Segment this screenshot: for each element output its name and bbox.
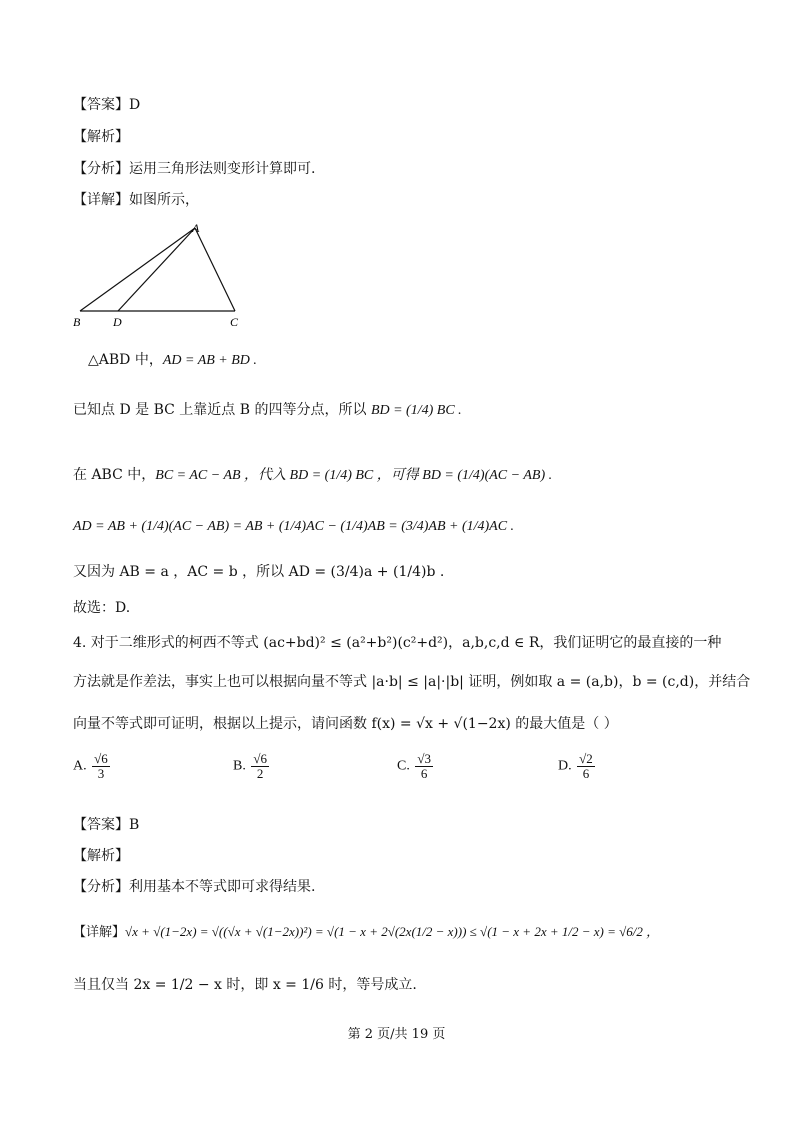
q4-stem-1: 4. 对于二维形式的柯西不等式 (ac+bd)² ≤ (a²+b²)(c²+d²)，a,b,c,d ∈ R，我们证明它的最直接的一种 [73, 635, 722, 651]
step-1 [88, 350, 257, 371]
numerator: √6 [253, 751, 267, 766]
option-a[interactable] [73, 752, 112, 781]
numerator: √3 [417, 751, 431, 766]
analysis-label: 【解析】 [73, 129, 129, 145]
option-letter: B. [233, 758, 246, 774]
step-3-eq: BC = AC − AB ，代入 BD = (1/4) BC ，可得 BD = (1/4)(AC − AB) . [155, 468, 553, 483]
option-d[interactable] [558, 752, 597, 781]
step-3-prefix: 在 ABC 中， [73, 467, 156, 483]
option-letter: D. [558, 758, 572, 774]
q4-stem-2: 方法就是作差法，事实上也可以根据向量不等式 |a·b| ≤ |a|·|b| 证明，例如取 a = (a,b)，b = (c,d)，并结合 [73, 674, 751, 690]
point-label-d: D [113, 315, 122, 329]
option-fraction [251, 752, 269, 781]
numerator: √2 [579, 751, 593, 766]
numerator: √6 [94, 751, 108, 766]
point-label-a: A [192, 221, 200, 235]
q4-equality-condition: 当且仅当 2x = 1/2 − x 时，即 x = 1/6 时，等号成立. [73, 977, 417, 993]
q4-detail-label: 【详解】 [73, 925, 126, 940]
point-label-c: C [230, 315, 239, 329]
denominator: 2 [256, 766, 264, 781]
step-3 [73, 465, 552, 486]
answer-label: 【答案】D [73, 97, 141, 113]
q4-answer-label: 【答案】B [73, 817, 140, 833]
step-2 [73, 400, 462, 421]
option-letter: A. [73, 758, 87, 774]
step-2-text: 已知点 D 是 BC 上靠近点 B 的四等分点，所以 [73, 402, 371, 418]
step-2-eq: BD = (1/4) BC . [370, 403, 462, 418]
step-1-eq: AD = AB + BD . [162, 353, 257, 368]
option-c[interactable] [397, 752, 435, 781]
step-5 [73, 562, 444, 582]
denominator: 6 [582, 766, 590, 781]
q4-analysis-label: 【解析】 [73, 848, 129, 864]
step-5-eq: 又因为 AB = a ，AC = b ，所以 AD = (3/4)a + (1/4)b . [73, 564, 445, 580]
denominator: 6 [420, 766, 428, 781]
q4-detail [73, 922, 659, 943]
option-letter: C. [397, 758, 410, 774]
q4-detail-eq: √x + √(1−2x) = √((√x + √(1−2x))²) = √(1 − x + 2√(2x(1/2 − x))) ≤ √(1 − x + 2x + 1/2 − x) = √6/2 ， [125, 924, 660, 939]
option-fraction [415, 752, 433, 781]
step-4-eq: AD = AB + (1/4)(AC − AB) = AB + (1/4)AC − (1/4)AB = (3/4)AB + (1/4)AC . [73, 519, 515, 534]
step-4 [73, 516, 514, 537]
analysis-summary: 【分析】运用三角形法则变形计算即可. [73, 161, 316, 177]
step-1-prefix: △ABD 中， [88, 352, 163, 368]
detail-intro: 【详解】如图所示， [73, 192, 199, 208]
option-b[interactable] [233, 752, 271, 781]
triangle-figure [70, 218, 250, 333]
point-label-b: B [73, 315, 81, 329]
denominator: 3 [97, 766, 105, 781]
option-fraction [577, 752, 595, 781]
q4-analysis-summary: 【分析】利用基本不等式即可求得结果. [73, 879, 316, 895]
final-choice: 故选：D. [73, 600, 131, 616]
q4-stem-3: 向量不等式即可证明，根据以上提示，请问函数 f(x) = √x + √(1−2x) 的最大值是（ ） [73, 716, 618, 732]
page-footer: 第 2 页/共 19 页 [347, 1027, 446, 1042]
option-fraction [92, 752, 110, 781]
